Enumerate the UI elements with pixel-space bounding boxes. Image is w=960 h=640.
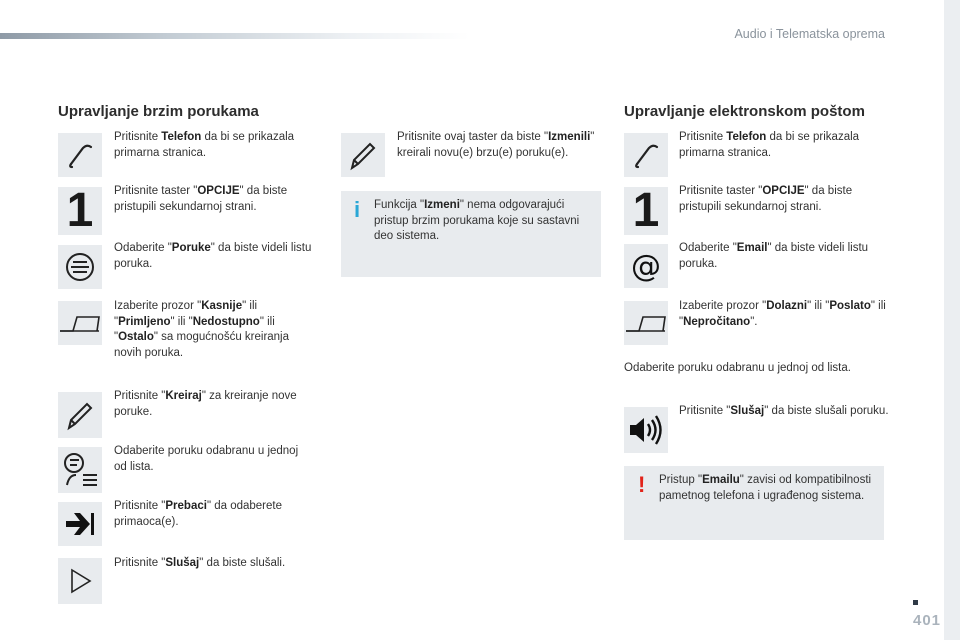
warning-note-text: Pristup "Emailu" zavisi od kompatibilnosti pametnog telefona i ugrađenog sistema. xyxy=(659,474,872,502)
tab-icon xyxy=(58,301,102,345)
middle-edit-text: Pritisnite ovaj taster da biste "Izmenili" kreirali novu(e) brzu(e) poruku(e). xyxy=(397,131,595,159)
page-dot xyxy=(913,600,918,605)
right-tab-icon xyxy=(624,301,668,345)
pencil-icon xyxy=(58,392,102,438)
right-item-tab: Izaberite prozor "Dolazni" ili "Poslato" ili "Nepročitano". xyxy=(679,300,886,328)
message-list-icon xyxy=(58,245,102,289)
right-item-options: Pritisnite taster "OPCIJE" da biste pristupili sekundarnoj strani. xyxy=(679,185,853,213)
page-number: 401 xyxy=(913,612,942,629)
number-one: 1 xyxy=(66,184,94,237)
right-item-phone: Pritisnite Telefon da bi se prikazala primarna stranica. xyxy=(679,131,860,159)
forward-icon xyxy=(58,502,102,546)
play-icon xyxy=(58,558,102,604)
left-item-forward: Pritisnite "Prebaci" da odaberete primaoca(e). xyxy=(114,500,282,528)
right-number-one-icon xyxy=(624,184,668,237)
at-sign-icon xyxy=(624,244,668,288)
right-item-select: Odaberite poruku odabranu u jednoj od lista. xyxy=(624,362,851,374)
phone-icon xyxy=(58,133,102,177)
warning-icon: ! xyxy=(638,472,646,497)
info-icon: i xyxy=(354,197,361,222)
page-edge-bar xyxy=(944,0,960,640)
warning-note-box xyxy=(624,466,884,540)
info-note-box xyxy=(341,191,601,277)
header-title: Audio i Telematska oprema xyxy=(734,27,885,41)
left-item-listen: Pritisnite "Slušaj" da biste slušali. xyxy=(114,557,286,569)
right-item-email: Odaberite "Email" da biste videli listu poruka. xyxy=(679,242,869,270)
number-one-icon xyxy=(58,184,102,237)
select-list-icon xyxy=(58,447,102,493)
right-number-one: 1 xyxy=(632,184,660,237)
left-item-messages: Odaberite "Poruke" da biste videli listu poruka. xyxy=(114,242,312,270)
email-phone-icon xyxy=(624,133,668,177)
left-item-tab: Izaberite prozor "Kasnije" ili "Primljeno" ili "Nedostupno" ili "Ostalo" sa mogućnošću kreiranja novih poruka. xyxy=(114,300,290,359)
left-item-select: Odaberite poruku odabranu u jednoj od lista. xyxy=(114,445,299,473)
left-item-create: Pritisnite "Kreiraj" za kreiranje nove poruke. xyxy=(114,390,297,418)
edit-icon xyxy=(341,133,385,177)
right-section-title: Upravljanje elektronskom poštom xyxy=(624,103,865,120)
speaker-icon xyxy=(624,407,668,453)
info-note-text: Funkcija "Izmeni" nema odgovarajući pristup brzim porukama koje su sastavni deo sistema. xyxy=(374,199,580,242)
left-item-phone: Pritisnite Telefon da bi se prikazala primarna stranica. xyxy=(114,131,295,159)
left-section-title: Upravljanje brzim porukama xyxy=(58,103,259,120)
svg-text:@: @ xyxy=(631,249,661,283)
left-item-options: Pritisnite taster "OPCIJE" da biste pristupili sekundarnoj strani. xyxy=(114,185,288,213)
right-item-listen: Pritisnite "Slušaj" da biste slušali poruku. xyxy=(679,405,889,417)
header-decor-bar xyxy=(0,33,470,39)
